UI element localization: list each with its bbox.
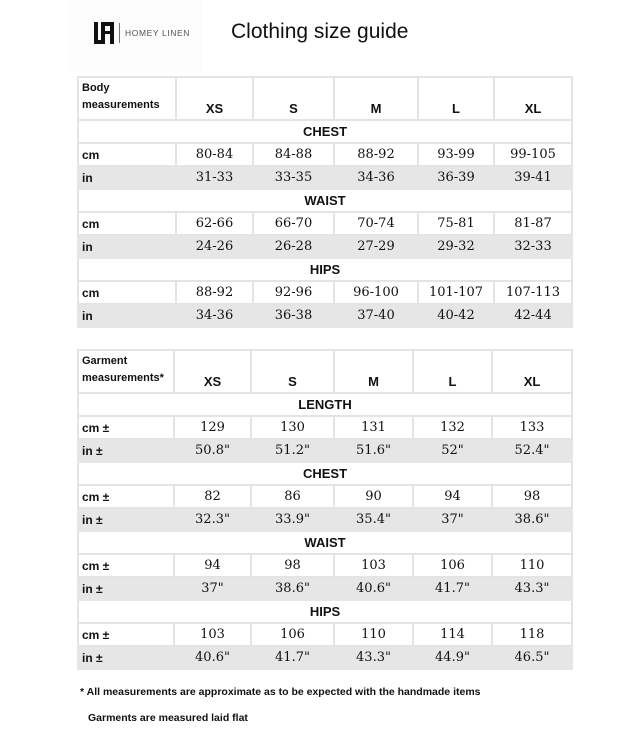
cell: 42-44 — [494, 304, 572, 327]
section-row-waist — [78, 189, 572, 212]
unit-label: in ± — [78, 577, 174, 600]
cell: 40.6" — [174, 646, 251, 669]
table-row — [78, 485, 572, 508]
cell: 29-32 — [418, 235, 494, 258]
cell: 131 — [334, 416, 413, 439]
cell: 107-113 — [494, 281, 572, 304]
approximation-note: * All measurements are approximate as to be expected with the handmade items — [80, 686, 481, 698]
cell: 41.7" — [251, 646, 334, 669]
section-title: HIPS — [78, 600, 572, 623]
table-row — [78, 304, 572, 327]
cell: 86 — [251, 485, 334, 508]
size-header: L — [418, 77, 494, 120]
size-header: M — [334, 77, 418, 120]
cell: 70-74 — [334, 212, 418, 235]
cell: 52.4" — [492, 439, 572, 462]
size-header: XS — [176, 77, 253, 120]
section-row-chest — [78, 120, 572, 143]
cell: 84-88 — [253, 143, 334, 166]
cell: 32.3" — [174, 508, 251, 531]
table-row — [78, 281, 572, 304]
section-title: WAIST — [78, 189, 572, 212]
size-header: M — [334, 350, 413, 393]
cell: 133 — [492, 416, 572, 439]
size-header: XS — [174, 350, 251, 393]
cell: 103 — [174, 623, 251, 646]
cell: 33.9" — [251, 508, 334, 531]
table-row — [78, 416, 572, 439]
cell: 31-33 — [176, 166, 253, 189]
laid-flat-note: Garments are measured laid flat — [88, 712, 248, 724]
brand-name: HOMEY LINEN — [125, 28, 191, 38]
table-row — [78, 623, 572, 646]
size-header: S — [253, 77, 334, 120]
cell: 110 — [492, 554, 572, 577]
table-row — [78, 646, 572, 669]
cell: 39-41 — [494, 166, 572, 189]
table-row — [78, 212, 572, 235]
page-title: Clothing size guide — [231, 20, 409, 43]
cell: 110 — [334, 623, 413, 646]
cell: 36-39 — [418, 166, 494, 189]
cell: 66-70 — [253, 212, 334, 235]
cell: 94 — [174, 554, 251, 577]
cell: 106 — [251, 623, 334, 646]
table-row — [78, 508, 572, 531]
size-header: S — [251, 350, 334, 393]
unit-label: in ± — [78, 508, 174, 531]
cell: 99-105 — [494, 143, 572, 166]
unit-label: cm ± — [78, 623, 174, 646]
cell: 92-96 — [253, 281, 334, 304]
unit-label: in ± — [78, 439, 174, 462]
cell: 90 — [334, 485, 413, 508]
unit-label: cm — [78, 281, 176, 304]
cell: 98 — [492, 485, 572, 508]
unit-label: cm ± — [78, 554, 174, 577]
unit-label: cm ± — [78, 485, 174, 508]
cell: 101-107 — [418, 281, 494, 304]
cell: 62-66 — [176, 212, 253, 235]
cell: 43.3" — [492, 577, 572, 600]
cell: 40.6" — [334, 577, 413, 600]
cell: 37" — [413, 508, 492, 531]
cell: 43.3" — [334, 646, 413, 669]
section-title: LENGTH — [78, 393, 572, 416]
table-row — [78, 577, 572, 600]
unit-label: cm ± — [78, 416, 174, 439]
header-row — [78, 350, 572, 393]
unit-label: in ± — [78, 646, 174, 669]
cell: 93-99 — [418, 143, 494, 166]
size-header: XL — [494, 77, 572, 120]
section-title: CHEST — [78, 120, 572, 143]
cell: 114 — [413, 623, 492, 646]
cell: 33-35 — [253, 166, 334, 189]
cell: 81-87 — [494, 212, 572, 235]
cell: 88-92 — [176, 281, 253, 304]
cell: 40-42 — [418, 304, 494, 327]
cell: 38.6" — [492, 508, 572, 531]
corner-label: Garment measurements* — [78, 350, 174, 393]
size-header: XL — [492, 350, 572, 393]
brand-logo — [94, 22, 190, 44]
size-header: L — [413, 350, 492, 393]
cell: 32-33 — [494, 235, 572, 258]
garment-measurements-table — [77, 349, 573, 670]
cell: 52" — [413, 439, 492, 462]
cell: 94 — [413, 485, 492, 508]
section-title: CHEST — [78, 462, 572, 485]
cell: 27-29 — [334, 235, 418, 258]
section-title: HIPS — [78, 258, 572, 281]
unit-label: in — [78, 304, 176, 327]
cell: 132 — [413, 416, 492, 439]
cell: 88-92 — [334, 143, 418, 166]
unit-label: in — [78, 166, 176, 189]
cell: 130 — [251, 416, 334, 439]
hl-monogram-icon — [94, 22, 114, 44]
section-title: WAIST — [78, 531, 572, 554]
table-row — [78, 235, 572, 258]
table-row — [78, 166, 572, 189]
section-row-hips — [78, 258, 572, 281]
cell: 50.8" — [174, 439, 251, 462]
cell: 44.9" — [413, 646, 492, 669]
unit-label: in — [78, 235, 176, 258]
body-measurements-table — [77, 76, 573, 328]
cell: 37" — [174, 577, 251, 600]
cell: 106 — [413, 554, 492, 577]
cell: 35.4" — [334, 508, 413, 531]
cell: 80-84 — [176, 143, 253, 166]
cell: 129 — [174, 416, 251, 439]
cell: 75-81 — [418, 212, 494, 235]
cell: 51.2" — [251, 439, 334, 462]
cell: 26-28 — [253, 235, 334, 258]
cell: 103 — [334, 554, 413, 577]
section-row-waist — [78, 531, 572, 554]
cell: 38.6" — [251, 577, 334, 600]
table-row — [78, 554, 572, 577]
logo-divider — [119, 23, 120, 43]
corner-label: Body measurements — [78, 77, 176, 120]
cell: 82 — [174, 485, 251, 508]
cell: 96-100 — [334, 281, 418, 304]
table-row — [78, 143, 572, 166]
cell: 34-36 — [176, 304, 253, 327]
header-row — [78, 77, 572, 120]
table-row — [78, 439, 572, 462]
cell: 51.6" — [334, 439, 413, 462]
cell: 34-36 — [334, 166, 418, 189]
cell: 36-38 — [253, 304, 334, 327]
cell: 98 — [251, 554, 334, 577]
cell: 46.5" — [492, 646, 572, 669]
unit-label: cm — [78, 143, 176, 166]
section-row-chest — [78, 462, 572, 485]
cell: 37-40 — [334, 304, 418, 327]
section-row-length — [78, 393, 572, 416]
cell: 24-26 — [176, 235, 253, 258]
unit-label: cm — [78, 212, 176, 235]
cell: 41.7" — [413, 577, 492, 600]
cell: 118 — [492, 623, 572, 646]
section-row-hips — [78, 600, 572, 623]
